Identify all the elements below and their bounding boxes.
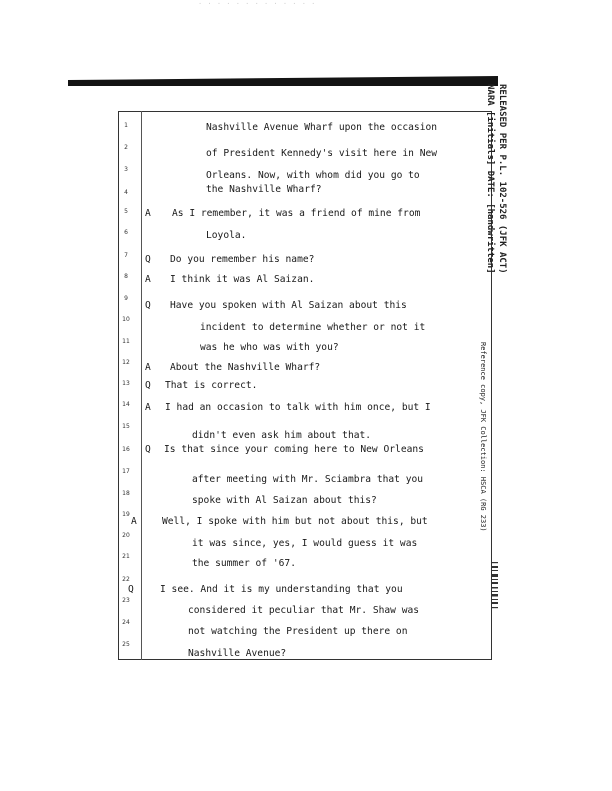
line-number: 16 (122, 446, 130, 453)
transcript-line: I see. And it is my understanding that you (160, 584, 403, 595)
faint-header-mark: · · · · · · · · · · · · · (198, 0, 316, 8)
transcript-line: of President Kennedy's visit here in New (206, 148, 438, 159)
transcript-line: Well, I spoke with him but not about this, but (162, 516, 428, 527)
barcode-stamp (490, 562, 500, 612)
transcript-line: not watching the President up there on (188, 626, 408, 637)
transcript-line: didn't even ask him about that. (192, 430, 372, 441)
line-number: 11 (122, 338, 130, 345)
transcript-line: spoke with Al Saizan about this? (192, 495, 377, 506)
transcript-line: Loyola. (206, 230, 247, 241)
line-number: 13 (122, 380, 130, 387)
speaker-label: A (131, 516, 137, 527)
line-number: 2 (124, 144, 128, 151)
line-number: 14 (122, 401, 130, 408)
transcript-line: I think it was Al Saizan. (170, 274, 315, 285)
line-number: 4 (124, 189, 128, 196)
line-number: 15 (122, 423, 130, 430)
line-number: 6 (124, 229, 128, 236)
transcript-line: the summer of '67. (192, 558, 296, 569)
transcript-line: Nashville Avenue Wharf upon the occasion (206, 122, 438, 133)
line-number: 7 (124, 252, 128, 259)
line-number: 3 (124, 166, 128, 173)
speaker-label: Q (145, 300, 151, 311)
line-number: 19 (122, 511, 130, 518)
release-stamp-line-1: RELEASED PER P.L. 102-526 (JFK ACT) (497, 84, 507, 274)
line-number: 17 (122, 468, 130, 475)
transcript-line: Is that since your coming here to New Orleans (164, 444, 424, 455)
transcript-line: As I remember, it was a friend of mine from (172, 208, 421, 219)
line-number: 23 (122, 597, 130, 604)
reference-copy-note: Reference copy, JFK Collection: HSCA (RG 233) (479, 342, 487, 532)
line-number: 25 (122, 641, 130, 648)
transcript-line: incident to determine whether or not it (200, 322, 426, 333)
top-black-bar (68, 76, 498, 86)
line-number: 12 (122, 359, 130, 366)
line-number: 24 (122, 619, 130, 626)
line-number: 8 (124, 273, 128, 280)
speaker-label: Q (145, 380, 151, 391)
line-number: 1 (124, 122, 128, 129)
transcript-line: Orleans. Now, with whom did you go to (206, 170, 420, 181)
line-number: 20 (122, 532, 130, 539)
line-number: 10 (122, 316, 130, 323)
speaker-label: A (145, 362, 151, 373)
transcript-line: considered it peculiar that Mr. Shaw was (188, 605, 420, 616)
transcript-line: Do you remember his name? (170, 254, 315, 265)
transcript-line: Have you spoken with Al Saizan about this (170, 300, 407, 311)
transcript-line: it was since, yes, I would guess it was (192, 538, 418, 549)
line-number: 22 (122, 576, 130, 583)
transcript-line: after meeting with Mr. Sciambra that you (192, 474, 424, 485)
line-number: 18 (122, 490, 130, 497)
speaker-label: Q (145, 444, 151, 455)
release-stamp-line-2: NARA [initials] DATE: [handwritten] (485, 84, 495, 274)
transcript-line: the Nashville Wharf? (206, 184, 322, 195)
transcript-line: was he who was with you? (200, 342, 339, 353)
speaker-label: Q (128, 584, 134, 595)
transcript-line: Nashville Avenue? (188, 648, 287, 659)
speaker-label: Q (145, 254, 151, 265)
line-number: 9 (124, 295, 128, 302)
speaker-label: A (145, 208, 151, 219)
line-number: 5 (124, 208, 128, 215)
speaker-label: A (145, 274, 151, 285)
transcript-line: That is correct. (165, 380, 258, 391)
transcript-line: About the Nashville Wharf? (170, 362, 321, 373)
speaker-label: A (145, 402, 151, 413)
line-number: 21 (122, 553, 130, 560)
transcript-line: I had an occasion to talk with him once, but I (165, 402, 431, 413)
margin-rule (141, 111, 142, 660)
